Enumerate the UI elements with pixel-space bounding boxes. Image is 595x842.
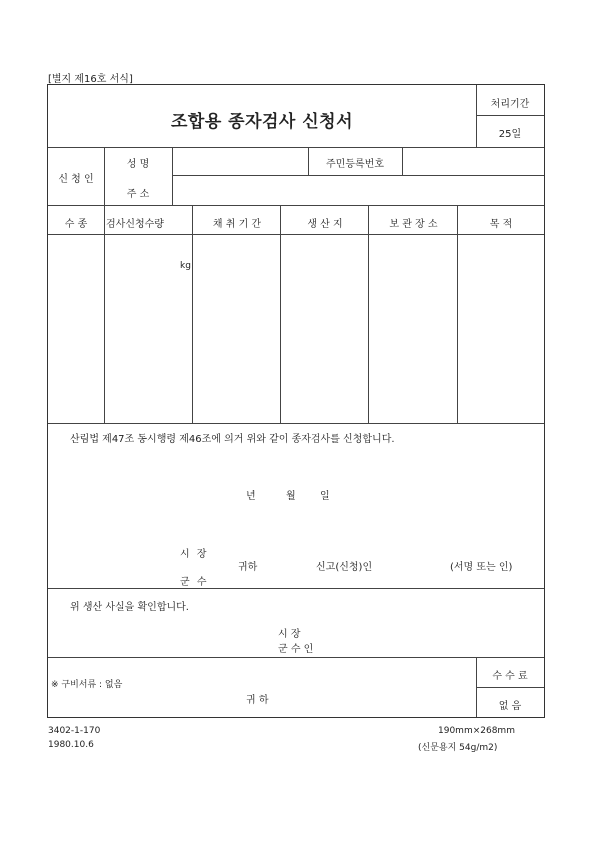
divider xyxy=(192,205,193,423)
form-title: 조합용 종자검사 신청서 xyxy=(170,112,354,132)
footer-form-code: 3402-1-170 xyxy=(48,726,101,736)
recipient-honorific: 귀하 xyxy=(238,562,258,573)
resident-id-label: 주민등록번호 xyxy=(326,159,384,170)
footer-paper-type: (신문용지 54g/m2) xyxy=(418,743,498,753)
name-label: 성 명 xyxy=(126,159,150,170)
storage-cell[interactable] xyxy=(370,237,455,421)
processing-period-value: 25일 xyxy=(498,129,522,140)
statement-text: 산림법 제47조 동시행령 제46조에 의거 위와 같이 종자검사를 신청합니다. xyxy=(70,434,395,445)
confirm-text: 위 생산 사실을 확인합니다. xyxy=(70,602,189,613)
confirm-mayor: 시 장 xyxy=(278,629,301,640)
quantity-cell[interactable] xyxy=(106,237,190,421)
footer-paper-size: 190mm×268mm xyxy=(438,726,515,736)
date-day: 일 xyxy=(320,491,330,502)
fee-value: 없 음 xyxy=(498,701,522,712)
divider xyxy=(104,205,105,423)
applicant-label: 신 청 인 xyxy=(58,174,94,185)
applicant-sign-label: 신고(신청)인 xyxy=(316,562,373,573)
divider xyxy=(172,175,544,176)
attachments-note: ※ 구비서류 : 없음 xyxy=(51,680,123,690)
date-month: 월 xyxy=(286,491,296,502)
divider xyxy=(457,205,458,423)
purpose-cell[interactable] xyxy=(459,237,542,421)
divider xyxy=(476,115,544,116)
origin-cell[interactable] xyxy=(282,237,366,421)
address-label: 주 소 xyxy=(126,189,150,200)
processing-period-label: 처리기간 xyxy=(490,99,530,110)
col-origin: 생 산 지 xyxy=(307,219,343,230)
form-number: [별지 제16호 서식] xyxy=(48,74,133,85)
fee-label: 수 수 료 xyxy=(492,671,528,682)
name-field[interactable] xyxy=(174,149,306,173)
divider xyxy=(48,234,544,235)
unit-kg: kg xyxy=(180,261,191,271)
divider xyxy=(172,147,173,205)
attachments-honorific: 귀 하 xyxy=(246,695,269,706)
divider xyxy=(368,205,369,423)
signature-note: (서명 또는 인) xyxy=(450,562,513,573)
divider xyxy=(402,147,403,175)
col-quantity: 검사신청수량 xyxy=(106,219,164,230)
divider xyxy=(280,205,281,423)
divider xyxy=(48,657,544,658)
col-collection-period: 채 취 기 간 xyxy=(212,219,262,230)
address-field[interactable] xyxy=(174,177,542,203)
recipient-mayor: 시 장 xyxy=(180,549,209,560)
confirm-governor-seal: 군 수 인 xyxy=(278,644,314,655)
date-year: 년 xyxy=(246,491,256,502)
divider xyxy=(48,147,544,148)
col-species: 수 종 xyxy=(64,219,88,230)
application-form xyxy=(47,84,545,718)
divider xyxy=(48,205,544,206)
divider xyxy=(476,687,544,688)
divider xyxy=(48,423,544,424)
col-purpose: 목 적 xyxy=(489,219,513,230)
divider xyxy=(48,588,544,589)
footer-form-date: 1980.10.6 xyxy=(48,740,94,750)
collection-period-cell[interactable] xyxy=(194,237,278,421)
recipient-governor: 군 수 xyxy=(180,577,209,588)
species-cell[interactable] xyxy=(50,237,102,421)
col-storage: 보 관 장 소 xyxy=(389,219,438,230)
resident-id-field[interactable] xyxy=(404,149,542,173)
